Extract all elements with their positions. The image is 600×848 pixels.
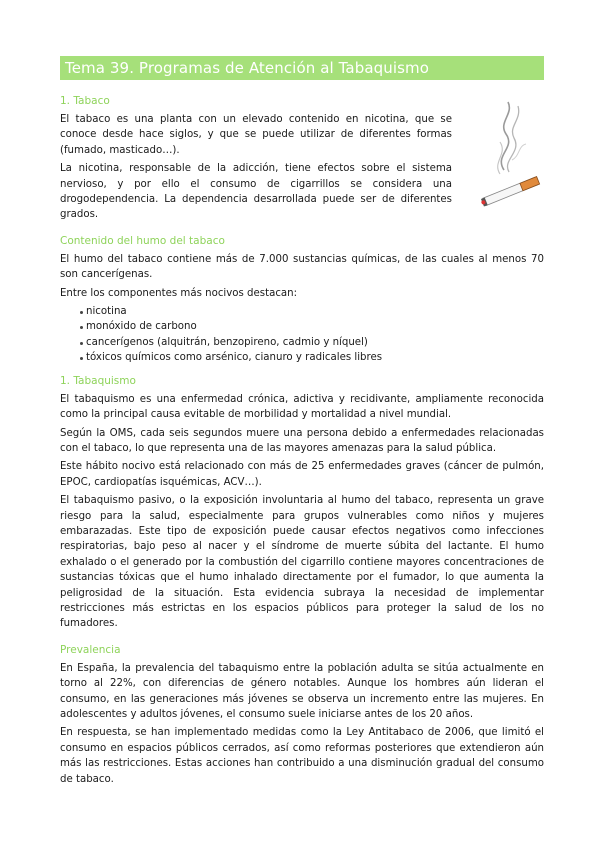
paragraph: El humo del tabaco contiene más de 7.000 sustancias químicas, de las cuales al menos 70 son cancerígenas. — [60, 253, 544, 281]
list-item: cancerígenos (alquitrán, benzopireno, cadmio y níquel) — [86, 335, 544, 350]
page-title: Tema 39. Programas de Atención al Tabaquismo — [65, 59, 430, 77]
section-heading-tabaquismo: 1. Tabaquismo — [60, 374, 136, 387]
list-item: monóxido de carbono — [86, 319, 544, 334]
paragraph: Este hábito nocivo está relacionado con más de 25 enfermedades graves (cáncer de pulmón, EPOC, cardiopatías isquémicas, ACV…). — [60, 461, 544, 488]
list-item: tóxicos químicos como arsénico, cianuro y radicales libres — [86, 350, 544, 365]
section-heading-prevalencia: Prevalencia — [60, 643, 121, 656]
paragraph: En respuesta, se han implementado medidas como la Ley Antitabaco de 2006, que limitó el consumo en espacios públicos cerrados, así como reformas posteriores que extendieron aún más las restricciones. Estas acciones han contribuido a una disminución gradual del consumo de tabaco. — [60, 727, 544, 785]
section-heading-tabaco: 1. Tabaco — [60, 95, 110, 107]
document-body — [60, 94, 544, 790]
paragraph: Según la OMS, cada seis segundos muere una persona debido a enfermedades relacionadas con el tabaco, lo que representa una de las mayores amenazas para la salud pública. — [60, 427, 544, 454]
paragraph: El tabaquismo es una enfermedad crónica, adictiva y recidivante, ampliamente reconocida como la principal causa evitable de morbilidad y mortalidad a nivel mundial. — [60, 393, 544, 421]
paragraph: La nicotina, responsable de la adicción, tiene efectos sobre el sistema nervioso, y por ello el consumo de cigarrillos se considera una drogodependencia. La dependencia desarrollada puede ser de diferentes grados. — [60, 163, 452, 221]
paragraph: Entre los componentes más nocivos destacan: — [60, 287, 298, 299]
bullet-list — [60, 304, 544, 366]
title-bar — [60, 56, 544, 80]
paragraph: El tabaco es una planta con un elevado contenido en nicotina, que se conoce desde hace siglos, y que se puede utilizar de diferentes formas (fumado, masticado…). — [60, 114, 452, 156]
list-item: nicotina — [86, 304, 544, 319]
paragraph: El tabaquismo pasivo, o la exposición involuntaria al humo del tabaco, representa un grave riesgo para la salud, especialmente para grupos vulnerables como niños y mujeres embarazadas. Este tipo de exposición puede causar efectos negativos como infecciones respiratorias, bajo peso al nacer y el síndrome de muerte súbita del lactante. El humo exhalado o el generado por la combustión del cigarrillo contiene mayores concentraciones de sustancias tóxicas que el humo inhalado directamente por el fumador, lo que aumenta la peligrosidad de la situación. Esta evidencia subraya la necesidad de implementar restricciones más estrictas en los espacios públicos para proteger la salud de los no fumadores. — [60, 495, 544, 630]
section-heading-contenido: Contenido del humo del tabaco — [60, 234, 225, 247]
paragraph: En España, la prevalencia del tabaquismo entre la población adulta se sitúa actualmente en torno al 22%, con diferencias de género notables. Aunque los hombres aún lideran el consumo, en las generaciones más jóvenes se observa un incremento entre las mujeres. En adolescentes y adultos jóvenes, el consumo suele iniciarse antes de los 20 años. — [60, 662, 544, 720]
